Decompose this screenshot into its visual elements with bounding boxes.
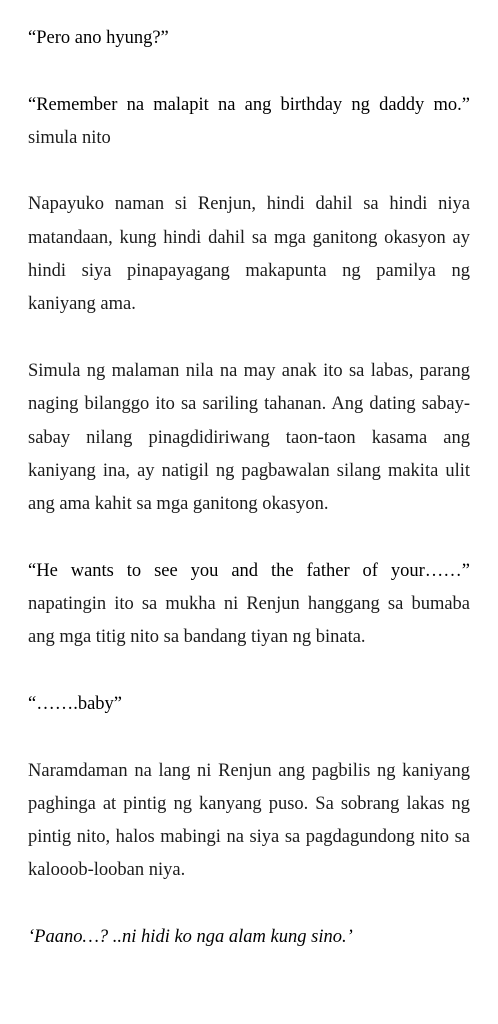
dialogue-line: “Remember na malapit na ang birthday ng daddy mo.” <box>28 94 470 115</box>
paragraph <box>28 22 470 55</box>
paragraph <box>28 555 470 655</box>
dialogue-line: “He wants to see you and the father of your……” <box>28 560 470 581</box>
paragraph <box>28 89 470 156</box>
narration-text: simula nito <box>28 127 111 148</box>
paragraph: Napayuko naman si Renjun, hindi dahil sa hindi niya matandaan, kung hindi dahil sa mga ganitong okasyon ay hindi siya pinapayagang makapunta ng pamilya ng kaniyang ama. <box>28 194 470 315</box>
paragraph: Simula ng malaman nila na may anak ito sa labas, parang naging bilanggo ito sa sariling tahanan. Ang dating sabay-sabay nilang pinagdidiriwang taon-taon kasama ang kaniyang ina, ay natigil ng pagbawalan silang makita ulit ang ama kahit sa mga ganitong okasyon. <box>28 360 470 515</box>
paragraph: Naramdaman na lang ni Renjun ang pagbilis ng kaniyang paghinga at pintig ng kanyang puso. Sa sobrang lakas ng pintig nito, halos mabingi na siya sa pagdagundong nito sa kalooob-looban niya. <box>28 760 470 881</box>
dialogue-line: “…….baby” <box>28 693 123 714</box>
paragraph <box>28 688 470 721</box>
story-text <box>28 22 470 988</box>
paragraph <box>28 921 470 954</box>
thought-line: ‘Paano…? ..ni hidi ko nga alam kung sino.’ <box>28 927 353 948</box>
narration-text: napatingin ito sa mukha ni Renjun hanggang sa bumaba ang mga titig nito sa bandang tiyan ng binata. <box>28 594 470 648</box>
dialogue-line: “Pero ano hyung?” <box>28 28 169 48</box>
